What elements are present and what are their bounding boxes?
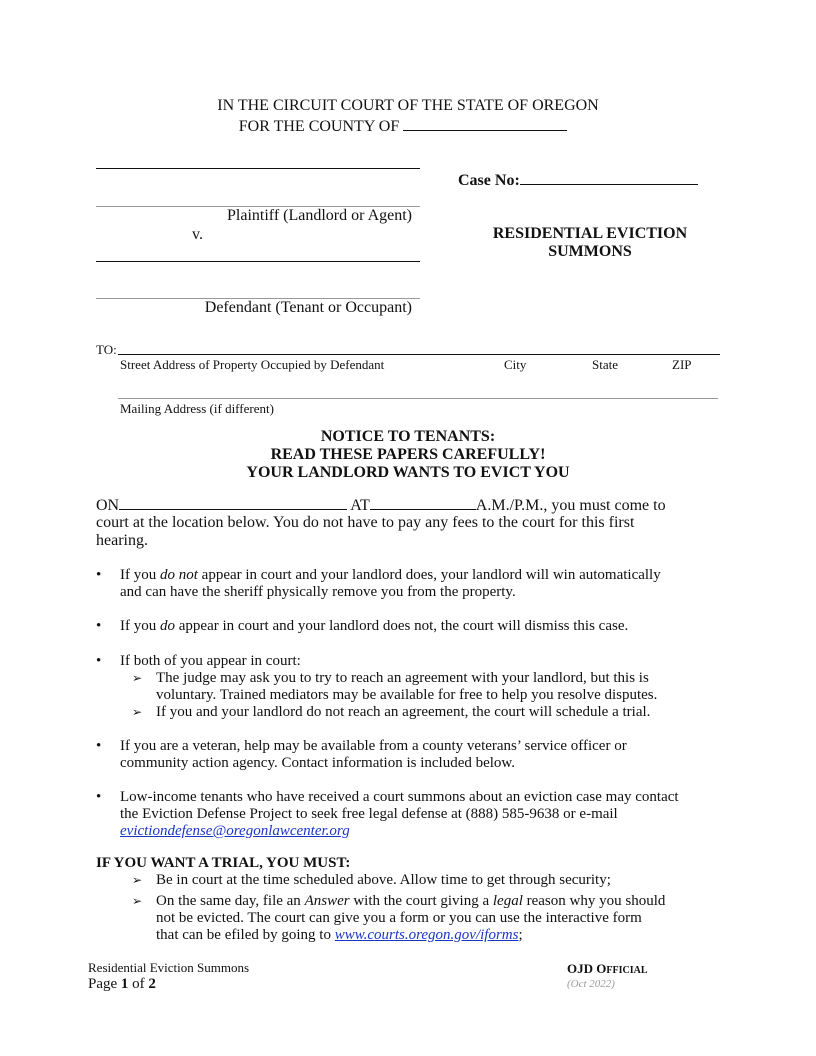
bullet-landlord-no-appear: • If you do appear in court and your landlord does not, the court will dismiss this case.: [96, 618, 629, 634]
bullet-dot: •: [96, 738, 102, 754]
state-label: State: [592, 357, 618, 372]
footer-page-number: Page 1 of 2: [88, 976, 156, 992]
defendant-name-line-1[interactable]: [96, 261, 420, 262]
bullet-dot: •: [96, 618, 102, 634]
bullet-dot: •: [96, 789, 102, 805]
court-heading-line2: [0, 116, 811, 137]
arrow-icon: ➢: [132, 705, 143, 719]
hearing-line2: court at the location below. You do not have to pay any fees to the court for this first: [96, 514, 635, 531]
arrow-icon: ➢: [132, 671, 143, 685]
at-label: AT: [350, 497, 370, 514]
versus-label: v.: [192, 226, 203, 243]
case-number-label: Case No:: [458, 172, 520, 189]
mailing-address-field[interactable]: [118, 398, 718, 399]
bullet-both-appear: • If both of you appear in court: ➢ The judge may ask you to try to reach an agreement with your landlord, but this is voluntary. Trained mediators may be available for free to help you resolve disputes. ➢ If you and your landlord do not reach an agreement, the court will schedule a trial.: [96, 653, 736, 721]
bullet-no-appear: • If you do not appear in court and your landlord does, your landlord will win automatically and can have the sheriff physically remove you from the property.: [96, 567, 661, 600]
zip-label: ZIP: [672, 357, 692, 372]
court-heading-line1: IN THE CIRCUIT COURT OF THE STATE OF OREGON: [217, 97, 599, 114]
bullet-dot: •: [96, 653, 102, 669]
form-title-line2: SUMMONS: [548, 243, 632, 260]
case-number-row: [458, 170, 698, 190]
ampm-text: A.M./P.M., you must come to: [475, 497, 666, 514]
form-title-line1: RESIDENTIAL EVICTION: [492, 225, 688, 242]
mailing-address-label: Mailing Address (if different): [120, 401, 274, 416]
arrow-icon: ➢: [132, 873, 143, 887]
plaintiff-label: Plaintiff (Landlord or Agent): [227, 207, 412, 224]
hearing-line3: hearing.: [96, 532, 148, 549]
footer-version: (Oct 2022): [567, 978, 615, 990]
footer-form-name: Residential Eviction Summons: [88, 960, 250, 975]
bullet-veteran: • If you are a veteran, help may be available from a county veterans’ service officer or community action agency. Contact information is included below.: [96, 738, 627, 771]
county-field[interactable]: [403, 116, 567, 131]
street-address-field[interactable]: [118, 354, 720, 355]
notice-line2: READ THESE PAPERS CAREFULLY!: [270, 446, 546, 463]
case-number-field[interactable]: [520, 170, 698, 185]
on-label: ON: [96, 497, 120, 514]
hearing-date-field[interactable]: [119, 495, 347, 510]
county-label: FOR THE COUNTY OF: [238, 118, 400, 135]
sub-item-trial: ➢ If you and your landlord do not reach an agreement, the court will schedule a trial.: [132, 704, 651, 720]
notice-line3: YOUR LANDLORD WANTS TO EVICT YOU: [246, 464, 570, 481]
trial-item-file-answer: ➢ On the same day, file an Answer with the court giving a legal reason why you should not be evicted. The court can give you a form or you can use the interactive form that can be efiled by going to www.courts.oregon.gov/iforms;: [132, 893, 666, 943]
sub-item-mediation: ➢ The judge may ask you to try to reach an agreement with your landlord, but this is voluntary. Trained mediators may be available for free to help you resolve disputes.: [132, 670, 658, 703]
email-link[interactable]: evictiondefense@oregonlawcenter.org: [120, 823, 350, 839]
notice-line1: NOTICE TO TENANTS:: [320, 428, 496, 445]
trial-heading: IF YOU WANT A TRIAL, YOU MUST:: [96, 855, 351, 871]
city-label: City: [504, 357, 527, 372]
street-address-label: Street Address of Property Occupied by Defendant: [120, 357, 385, 372]
plaintiff-name-line-1[interactable]: [96, 168, 420, 169]
bullet-low-income: • Low-income tenants who have received a court summons about an eviction case may contact the Eviction Defense Project to seek free legal defense at (888) 585-9638 or e-mail evictiondefense@oregonlawcenter.org: [96, 789, 679, 839]
trial-item-be-in-court: ➢ Be in court at the time scheduled above. Allow time to get through security;: [132, 872, 611, 888]
hearing-line1: [96, 495, 736, 515]
footer-ojd-official: OJD OFFICIAL: [567, 961, 648, 976]
bullet-dot: •: [96, 567, 102, 583]
to-label: TO:: [96, 342, 117, 357]
iforms-link[interactable]: www.courts.oregon.gov/iforms: [334, 927, 519, 943]
arrow-icon: ➢: [132, 894, 143, 908]
defendant-label: Defendant (Tenant or Occupant): [204, 299, 412, 316]
hearing-time-field[interactable]: [370, 495, 476, 510]
